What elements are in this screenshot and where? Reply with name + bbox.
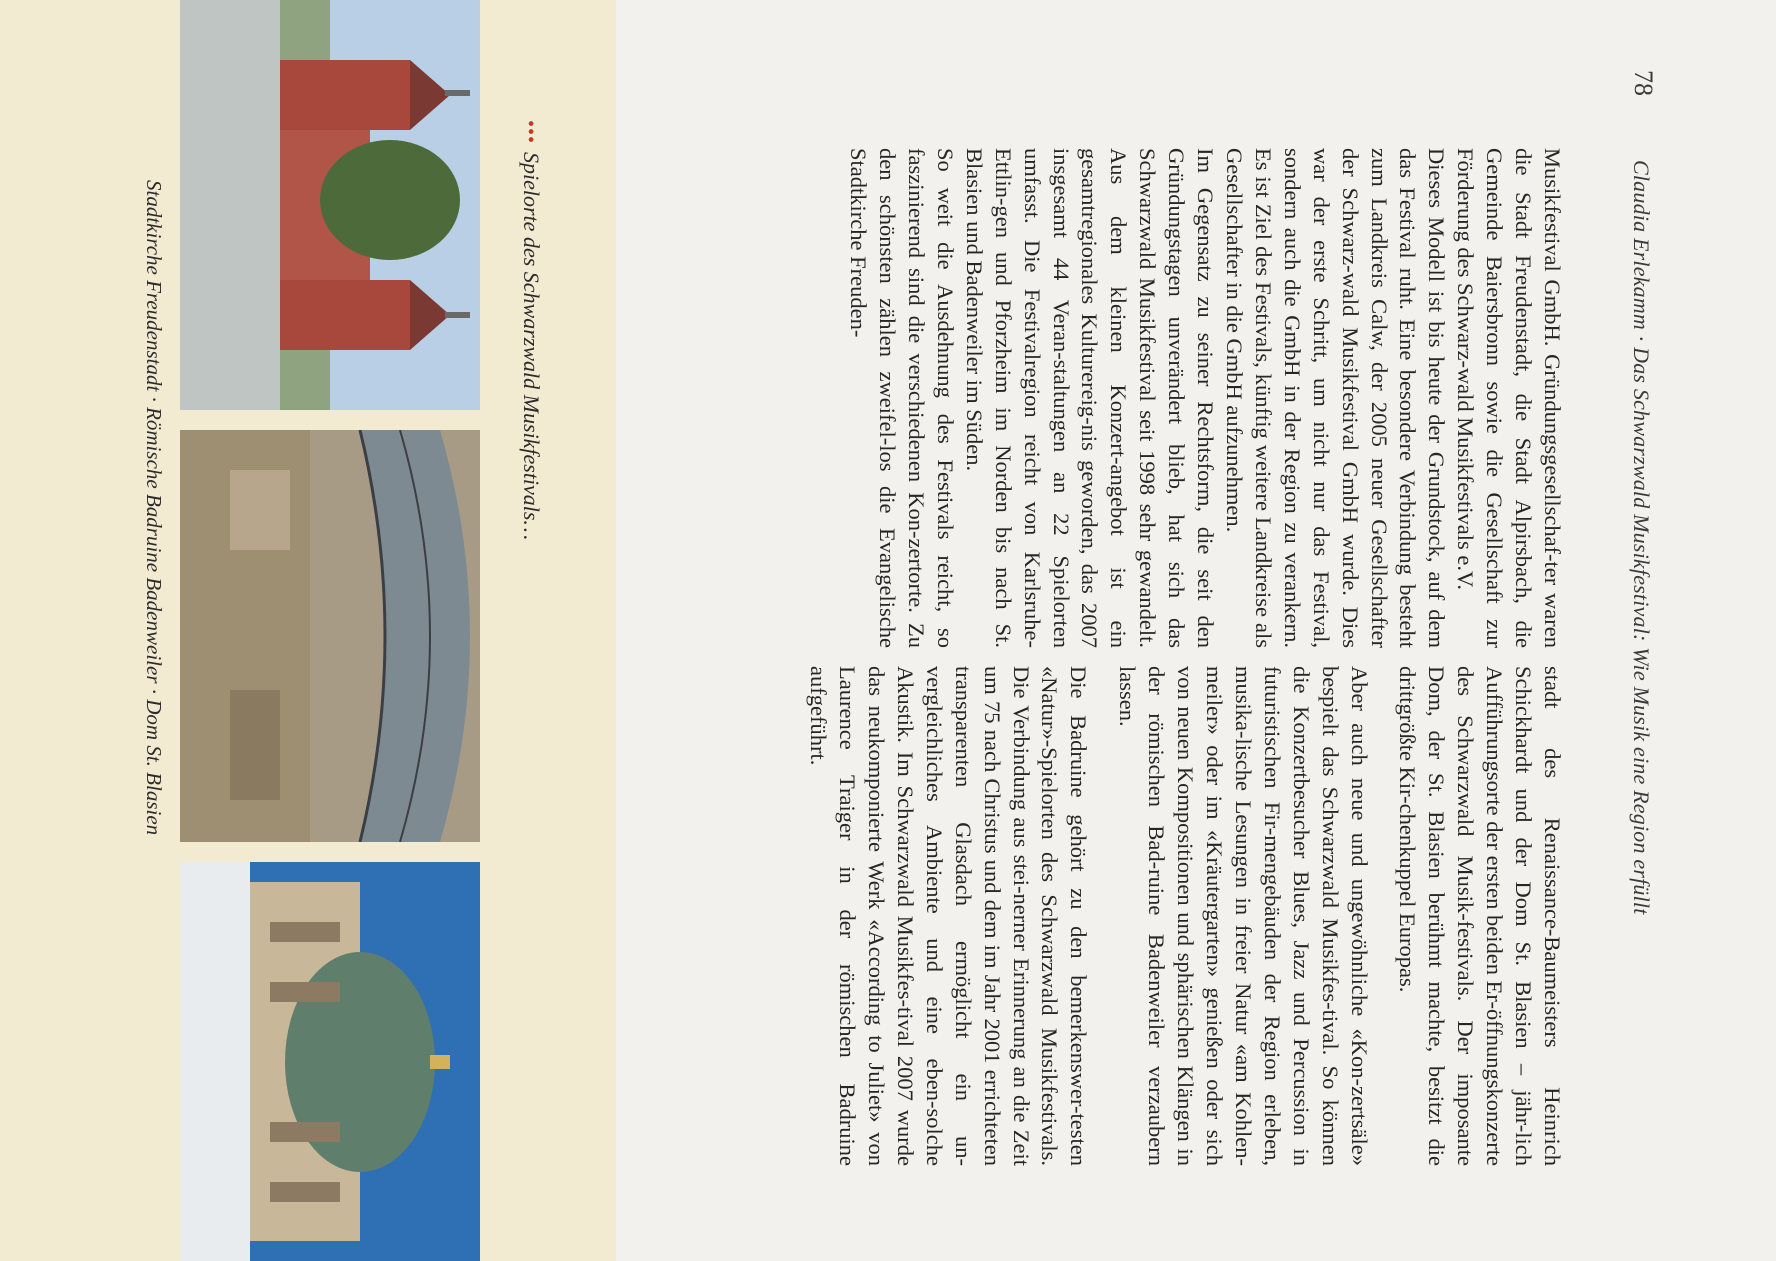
paragraph: Aber auch neue und ungewöhnliche «Kon-zertsäle» bespielt das Schwarzwald Musikfes-tival. So können die Konzertbesucher Blues, Jazz und Percussion in futuristischen Fir-mengebäuden der Region erleben, musika-lische Lesungen in freier Natur «am Kohlen-meiler» oder im «Kräutergarten» genießen oder sich von neuen Kompositionen und sphärischen Klängen in der römischen Bad-ruine Badenweiler verzaubern lassen. bbox=[1115, 666, 1372, 1166]
paragraph: Musikfestival GmbH. Gründungsgesellschaf-ter waren die Stadt Freudenstadt, die Stadt Alpirsbach, die Gemeinde Baiersbronn sowie die Gesellschaft zur Förderung des Schwarz-wald Musikfestivals e.V. bbox=[1453, 148, 1565, 648]
paragraph: Die Badruine gehört zu den bemerkenswer-testen «Natur»-Spielorten des Schwarzwald Musikfestivals. Die Verbindung aus stei-nerner Erinnerung an die Zeit um 75 nach Christus und dem im Jahr 2001 errichteten transparenten Glasdach ermöglicht ein un-vergleichliches Ambiente und eine eben-solche Akustik. Im Schwarzwald Musikfes-tival 2007 wurde das neukomponierte Werk «According to Juliet» von Laurence Traiger in der römischen Badruine aufgeführt. bbox=[806, 666, 1092, 1166]
photo-section-title: Spielorte des Schwarzwald Musikfestivals… bbox=[519, 152, 544, 541]
text-column-left bbox=[843, 148, 1566, 648]
photo-captions: Stadtkirche Freudenstadt · Römische Badruine Badenweiler · Dom St. Blasien bbox=[142, 180, 166, 836]
paragraph: So weit die Ausdehnung des Festivals reicht, so faszinierend sind die verschiedenen Kon-zertorte. Zu den schönsten zählen zweifel-los die Evangelische Stadtkirche Freuden- bbox=[846, 148, 958, 648]
page-number: 78 bbox=[1629, 70, 1658, 96]
paragraph: stadt des Renaissance-Baumeisters Heinrich Schickhardt und der Dom St. Blasien – jähr-lich Aufführungsorte der ersten beiden Er-öffnungskonzerte des Schwarzwald Musik-festivals. Der imposante Dom, der St. Blasien berühmt machte, besitzt die drittgrößte Kir-chenkuppel Europas. bbox=[1395, 666, 1565, 1166]
page-header bbox=[1618, 70, 1658, 1210]
paragraph: Im Gegensatz zu seiner Rechtsform, die seit den Gründungstagen unverändert blieb, hat sich das Schwarzwald Musikfestival seit 1998 sehr gewandelt. Aus dem kleinen Konzert-angebot ist ein gesamtregionales Kulturereig-nis geworden, das 2007 insgesamt 44 Veran-staltungen an 22 Spielorten umfasst. Die Festivalregion reicht von Karlsruhe-Ettlin-gen und Pforzheim im Norden bis nach St. Blasien und Badenweiler im Süden. bbox=[961, 148, 1219, 648]
photo-stadtkirche-freudenstadt bbox=[180, 0, 480, 410]
photo-section-heading bbox=[518, 120, 544, 540]
photo-strip bbox=[180, 0, 480, 1261]
paragraph: Dieses Modell ist bis heute der Grundstock, auf dem das Festival ruht. Eine besondere Verbindung besteht zum Landkreis Calw, der 2005 neuer Gesellschafter der Schwarz-wald Musikfestival GmbH wurde. Dies war der erste Schritt, um nicht nur das Festival, sondern auch die GmbH in der Region zu verankern. Es ist Ziel des Festivals, künftig weitere Landkreise als Gesellschafter in die GmbH aufzunehmen. bbox=[1222, 148, 1450, 648]
bullet-dots-icon: ••• bbox=[519, 120, 541, 145]
text-column-right bbox=[803, 666, 1566, 1166]
photo-roemische-badruine bbox=[180, 430, 480, 842]
running-head: Claudia Erlekamm · Das Schwarzwald Musikfestival: Wie Musik eine Region erfüllt bbox=[1629, 160, 1654, 915]
photo-dom-st-blasien bbox=[180, 862, 480, 1261]
